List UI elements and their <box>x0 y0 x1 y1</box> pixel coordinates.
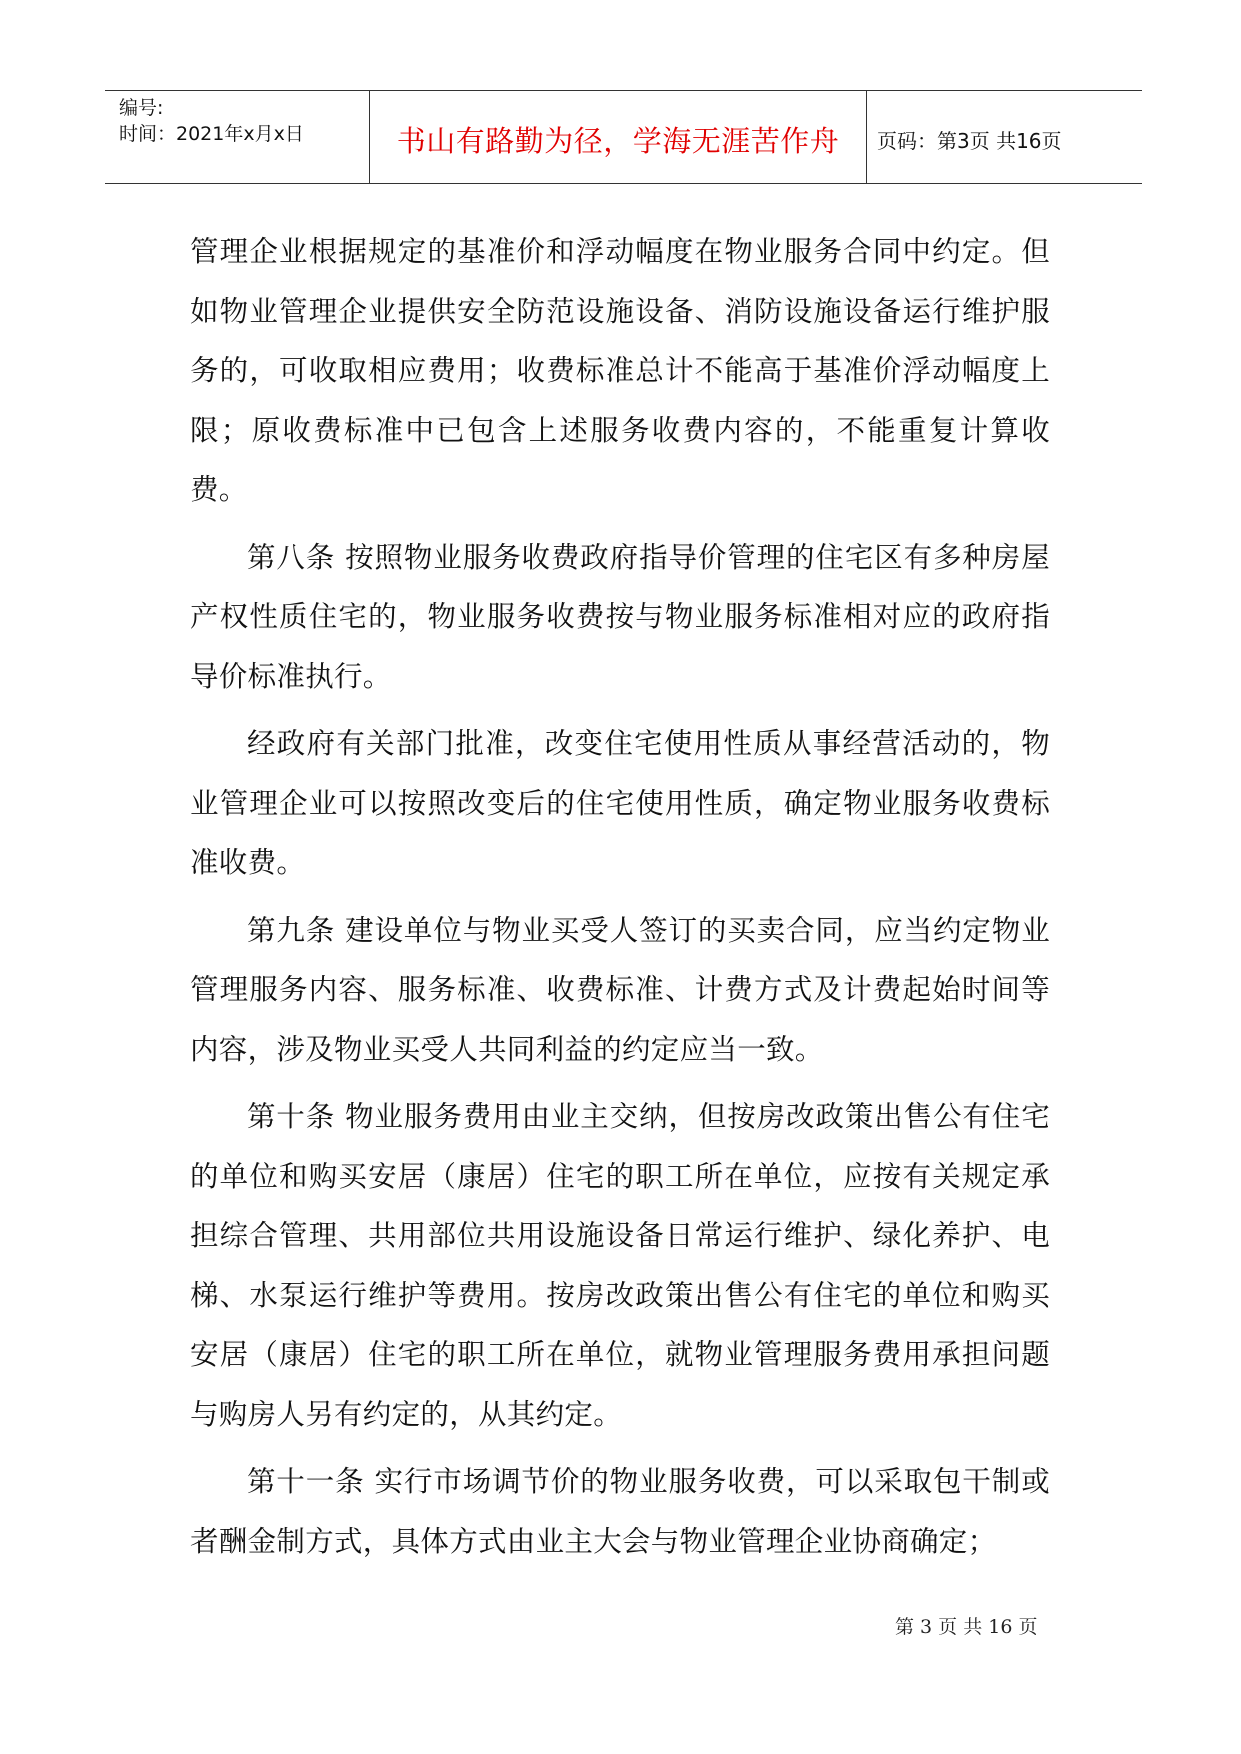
paragraph-article-9: 第九条 建设单位与物业买受人签订的买卖合同，应当约定物业管理服务内容、服务标准、收费标准、计费方式及计费起始时间等内容，涉及物业买受人共同利益的约定应当一致。 <box>190 913 1050 1066</box>
document-body <box>190 222 1050 1579</box>
time-label: 时间：2021年x月x日 <box>119 123 304 145</box>
paragraph-usage-change: 经政府有关部门批准，改变住宅使用性质从事经营活动的，物业管理企业可以按照改变后的住宅使用性质，确定物业服务收费标准收费。 <box>190 727 1050 879</box>
paragraph-article-11: 第十一条 实行市场调节价的物业服务收费，可以采取包干制或者酬金制方式，具体方式由业主大会与物业管理企业协商确定； <box>190 1465 1050 1558</box>
paragraph-continued: 管理企业根据规定的基准价和浮动幅度在物业服务合同中约定。但如物业管理企业提供安全防范设施设备、消防设施设备运行维护服务的，可收取相应费用；收费标准总计不能高于基准价浮动幅度上限；原收费标准中已包含上述服务收费内容的，不能重复计算收费。 <box>190 235 1050 506</box>
motto-text: 书山有路勤为径，学海无涯苦作舟 <box>396 124 840 158</box>
header-page-cell <box>867 91 1142 183</box>
paragraph-article-8: 第八条 按照物业服务收费政府指导价管理的住宅区有多种房屋产权性质住宅的，物业服务收费按与物业服务标准相对应的政府指导价标准执行。 <box>190 540 1050 693</box>
page-header <box>105 90 1142 184</box>
page-footer: 第 3 页 共 16 页 <box>895 1616 1038 1638</box>
paragraph-article-10: 第十条 物业服务费用由业主交纳，但按房改政策出售公有住宅的单位和购买安居（康居）住宅的职工所在单位，应按有关规定承担综合管理、共用部位共用设施设备日常运行维护、绿化养护、电梯、水泵运行维护等费用。按房改政策出售公有住宅的单位和购买安居（康居）住宅的职工所在单位，就物业管理服务费用承担问题与购房人另有约定的，从其约定。 <box>190 1100 1050 1431</box>
page-code: 页码：第3页 共16页 <box>877 129 1062 153</box>
header-info-cell <box>105 91 370 183</box>
header-motto-cell <box>370 91 867 183</box>
number-label: 编号: <box>119 97 164 119</box>
